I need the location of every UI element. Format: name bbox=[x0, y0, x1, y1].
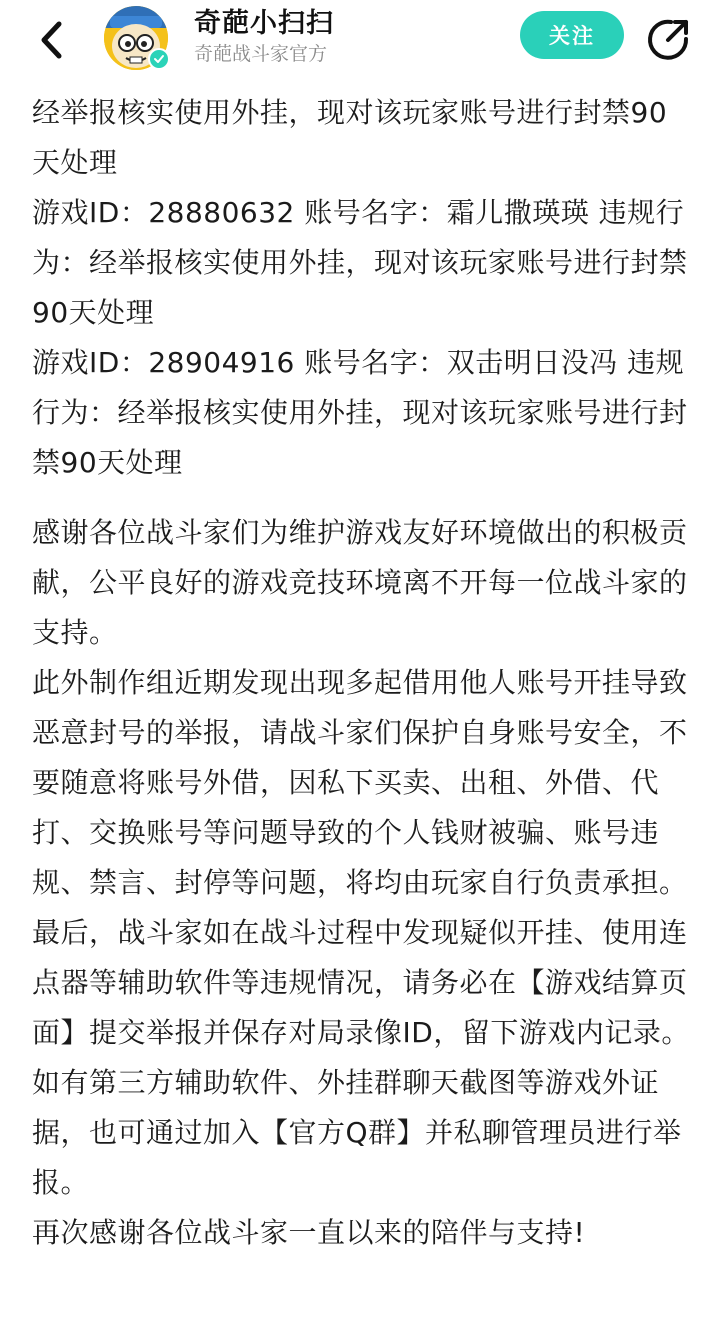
post-paragraph: 再次感谢各位战斗家一直以来的陪伴与支持! bbox=[32, 1216, 586, 1249]
account-subtitle: 奇葩战斗家官方 bbox=[194, 43, 328, 65]
verified-badge bbox=[148, 48, 170, 70]
post-paragraph: 感谢各位战斗家们为维护游戏友好环境做出的积极贡献，公平良好的游戏竞技环境离不开每一位战斗家的支持。 bbox=[32, 516, 688, 649]
share-button[interactable] bbox=[644, 14, 694, 64]
post-paragraph: 游戏ID：28904916 账号名字：双击明日没冯 违规行为：经举报核实使用外挂，现对该玩家账号进行封禁90天处理 bbox=[32, 346, 688, 479]
post-paragraph: 游戏ID：28880632 账号名字：霜儿撒瑛瑛 违规行为：经举报核实使用外挂，现对该玩家账号进行封禁90天处理 bbox=[32, 196, 688, 329]
paragraph-gap bbox=[32, 488, 692, 508]
follow-button[interactable]: 关注 bbox=[520, 11, 624, 59]
share-arrow-icon bbox=[647, 17, 691, 61]
post-paragraph: 经举报核实使用外挂，现对该玩家账号进行封禁90天处理 bbox=[32, 96, 668, 179]
check-badge-icon bbox=[153, 53, 165, 65]
top-bar bbox=[0, 0, 720, 80]
post-paragraph: 最后，战斗家如在战斗过程中发现疑似开挂、使用连点器等辅助软件等违规情况，请务必在【游戏结算页面】提交举报并保存对局录像ID，留下游戏内记录。如有第三方辅助软件、外挂群聊天截图等游戏外证据，也可通过加入【官方Q群】并私聊管理员进行举报。 bbox=[32, 916, 690, 1199]
back-button[interactable] bbox=[26, 14, 78, 66]
post-body bbox=[32, 88, 692, 1258]
account-name[interactable]: 奇葩小扫扫 bbox=[194, 8, 334, 39]
post-paragraph: 此外制作组近期发现出现多起借用他人账号开挂导致恶意封号的举报，请战斗家们保护自身账号安全，不要随意将账号外借，因私下买卖、出租、外借、代打、交换账号等问题导致的个人钱财被骗、账号违规、禁言、封停等问题，将均由玩家自行负责承担。 bbox=[32, 666, 688, 899]
avatar[interactable] bbox=[104, 6, 168, 70]
chevron-left-icon bbox=[37, 20, 67, 60]
